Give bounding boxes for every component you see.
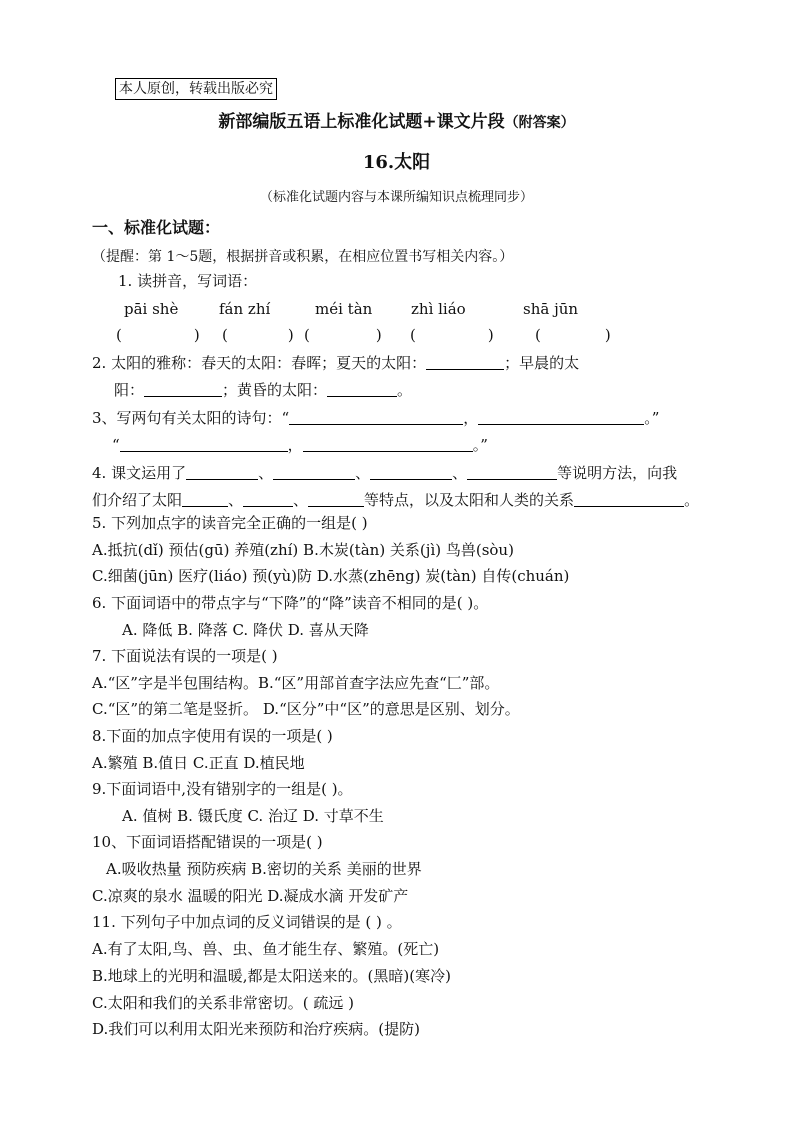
q2-text-c: 阳： [114, 381, 145, 399]
q4-blank-1[interactable] [186, 463, 258, 480]
q1-answer-box-1[interactable]: ( ) [116, 326, 200, 344]
q3-blank-4[interactable] [303, 435, 473, 452]
q1-pinyin-5: shā jūn [523, 300, 579, 318]
q1-pinyin-4: zhì liáo [411, 300, 466, 318]
q1-answer-box-4[interactable]: ( ) [410, 326, 494, 344]
q10-options-ab: A.吸收热量 预防疾病 B.密切的关系 美丽的世界 [106, 860, 422, 878]
q2-blank-dusk[interactable] [327, 380, 397, 397]
q1-answer-box-2[interactable]: ( ) [222, 326, 294, 344]
q4-sep-1: 、 [258, 464, 274, 482]
q4-blank-6[interactable] [243, 490, 293, 507]
q5-stem: 5. 下列加点字的读音完全正确的一组是( ) [92, 514, 368, 532]
q7-stem: 7. 下面说法有误的一项是( ) [92, 647, 278, 665]
q4-line-2 [92, 490, 699, 510]
q11-option-a: A.有了太阳,鸟、兽、虫、鱼才能生存、繁殖。(死亡) [92, 940, 440, 958]
section-hint: （提醒：第 1～5题，根据拼音或积累，在相应位置书写相关内容。） [92, 249, 514, 265]
sync-note: （标准化试题内容与本课所编知识点梳理同步） [259, 190, 533, 205]
lesson-title: 16.太阳 [362, 152, 431, 173]
q1-pinyin-2: fán zhí [219, 300, 271, 318]
q3-text-a: 3、写两句有关太阳的诗句：“ [92, 409, 290, 427]
q10-options-cd: C.凉爽的泉水 温暖的阳光 D.凝成水滴 开发矿产 [92, 887, 409, 905]
q1-answer-box-3[interactable]: ( ) [304, 326, 382, 344]
q4-text-b: 等说明方法，向我 [557, 464, 678, 482]
q2-blank-morning[interactable] [144, 380, 222, 397]
q4-text-a: 4. 课文运用了 [92, 464, 187, 482]
q1-pinyin-1: pāi shè [124, 300, 179, 318]
q4-sep-4: 、 [228, 491, 244, 509]
q8-stem: 8.下面的加点字使用有误的一项是( ) [92, 727, 333, 745]
q4-blank-2[interactable] [273, 463, 355, 480]
q3-line-1 [92, 408, 659, 428]
q7-options-cd: C.“区”的第二笔是竖折。 D.“区分”中“区”的意思是区别、划分。 [92, 700, 520, 718]
q3-end-2: 。” [472, 436, 488, 454]
q4-line-1 [92, 463, 677, 483]
q4-sep-5: 、 [293, 491, 309, 509]
q2-line-1 [92, 353, 579, 373]
q3-comma-2: ， [287, 436, 303, 454]
q3-blank-3[interactable] [120, 435, 288, 452]
q2-text-d: ；黄昏的太阳： [222, 381, 328, 399]
q11-stem: 11. 下列句子中加点词的反义词错误的是 ( ) 。 [92, 913, 402, 931]
q6-options: A. 降低 B. 降落 C. 降伏 D. 喜从天降 [122, 621, 369, 639]
q1-answer-box-5[interactable]: ( ) [535, 326, 611, 344]
q4-blank-3[interactable] [370, 463, 452, 480]
q9-options: A. 值树 B. 镊氏度 C. 治辽 D. 寸草不生 [122, 807, 384, 825]
q2-text-a: 2. 太阳的雅称：春天的太阳：春晖；夏天的太阳： [92, 354, 427, 372]
q1-pinyin-3: méi tàn [315, 300, 373, 318]
q2-text-b: ；早晨的太 [504, 354, 580, 372]
q3-end-1: 。” [644, 409, 660, 427]
q5-options-ab: A.抵抗(dǐ) 预估(gū) 养殖(zhí) B.木炭(tàn) 关系(jì) 鸟兽(sòu) [92, 541, 514, 559]
q4-text-e: 。 [684, 491, 700, 509]
q4-blank-5[interactable] [182, 490, 228, 507]
q3-line-2 [112, 435, 488, 455]
q2-line-2 [114, 380, 412, 400]
q10-stem: 10、下面词语搭配错误的一项是( ) [92, 833, 323, 851]
q3-blank-2[interactable] [478, 408, 644, 425]
q4-blank-8[interactable] [574, 490, 684, 507]
q4-blank-7[interactable] [308, 490, 364, 507]
q5-options-cd: C.细菌(jūn) 医疗(liáo) 预(yù)防 D.水蒸(zhēng) 炭(tàn) 自传(chuán) [92, 567, 570, 585]
q2-blank-summer[interactable] [426, 353, 504, 370]
copyright-stamp: 本人原创，转载出版必究 [115, 78, 277, 100]
q9-stem: 9.下面词语中,没有错别字的一组是( )。 [92, 780, 353, 798]
q11-option-c: C.太阳和我们的关系非常密切。( 疏远 ) [92, 994, 354, 1012]
q8-options: A.繁殖 B.值日 C.正直 D.植民地 [92, 754, 305, 772]
section-heading: 一、标准化试题： [92, 218, 221, 237]
q4-sep-2: 、 [355, 464, 371, 482]
q3-comma-1: ， [463, 409, 479, 427]
document-title-main: 新部编版五语上标准化试题+课文片段 [218, 112, 505, 132]
q3-text-b: “ [112, 436, 120, 454]
q1-stem: 1. 读拼音，写词语： [118, 272, 258, 290]
document-title [0, 110, 793, 135]
q4-text-d: 等特点，以及太阳和人类的关系 [364, 491, 575, 509]
q2-text-e: 。 [397, 381, 413, 399]
q6-stem: 6. 下面词语中的带点字与“下降”的“降”读音不相同的是( )。 [92, 594, 489, 612]
q11-option-d: D.我们可以利用太阳光来预防和治疗疾病。(提防) [92, 1020, 420, 1038]
q4-sep-3: 、 [452, 464, 468, 482]
q3-blank-1[interactable] [289, 408, 463, 425]
q7-options-ab: A.“区”字是半包围结构。B.“区”用部首查字法应先查“匚”部。 [92, 674, 500, 692]
q4-text-c: 们介绍了太阳 [92, 491, 183, 509]
document-title-suffix: （附答案） [504, 115, 575, 131]
q11-option-b: B.地球上的光明和温暖,都是太阳送来的。(黑暗)(寒冷) [92, 967, 451, 985]
q4-blank-4[interactable] [467, 463, 557, 480]
